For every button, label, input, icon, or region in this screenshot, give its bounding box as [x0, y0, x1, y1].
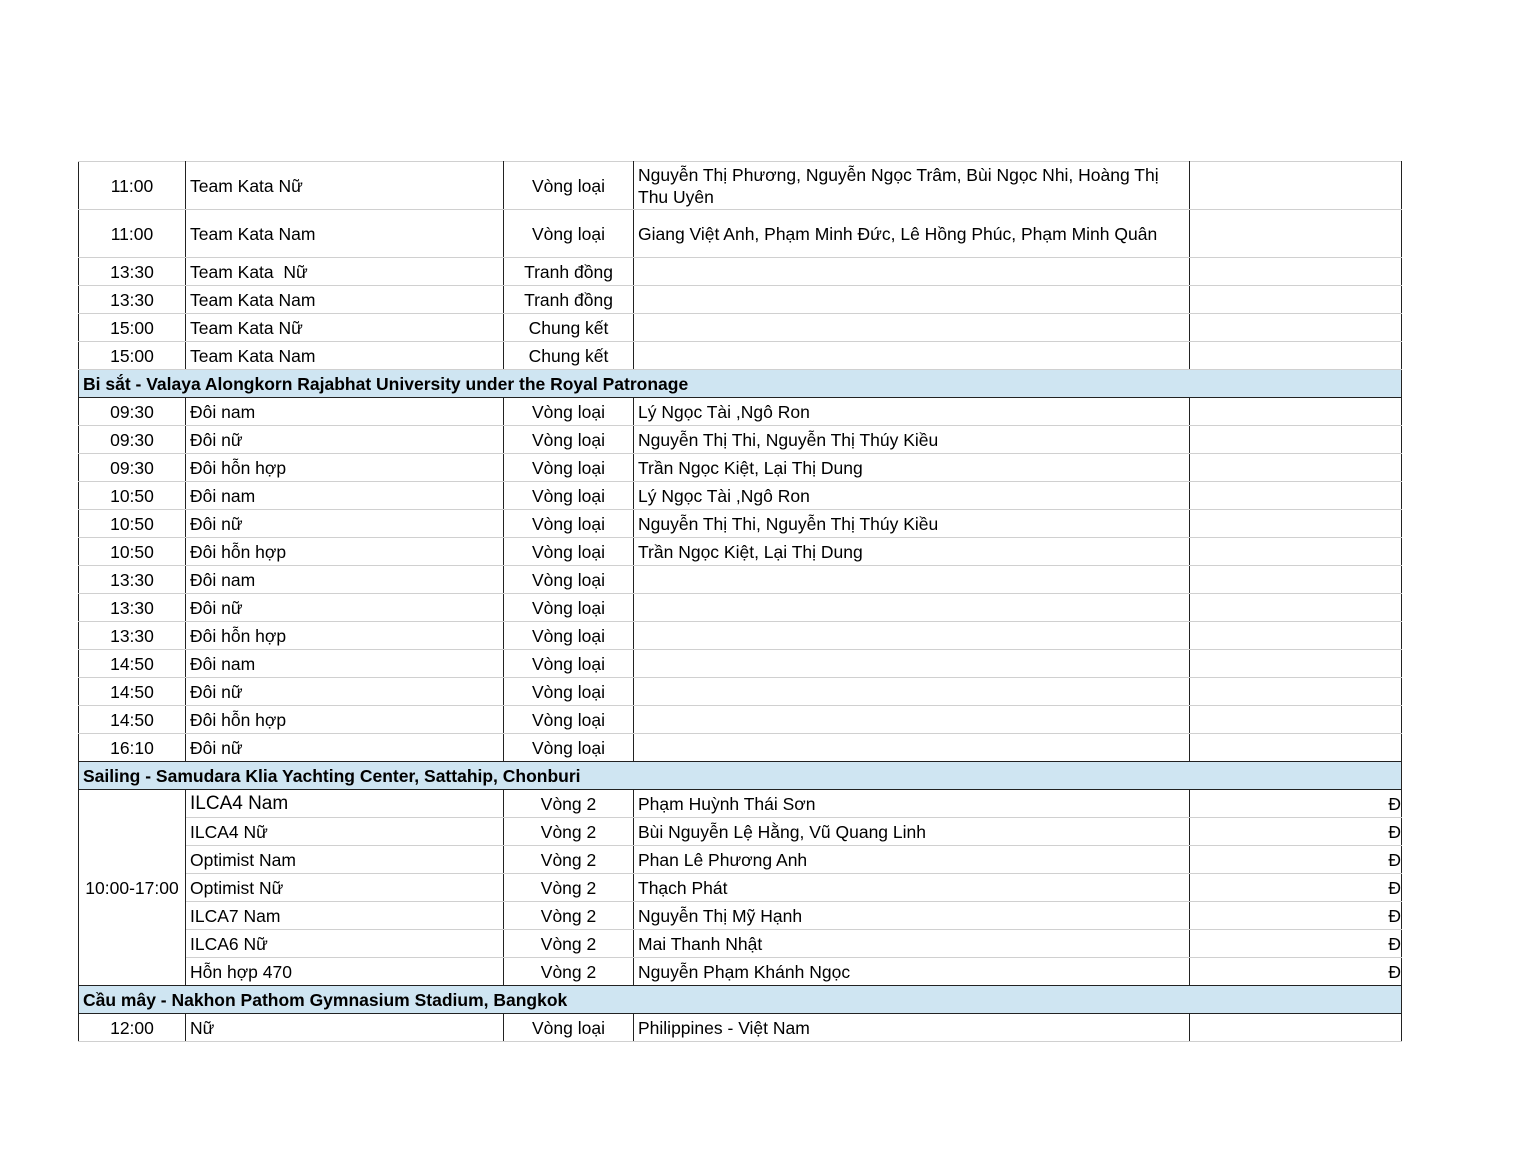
event-cell: Team Kata Nữ: [186, 162, 504, 210]
table-row: [79, 398, 1402, 426]
table-row: [79, 210, 1402, 258]
event-cell: ILCA4 Nam: [186, 790, 504, 818]
table-row: [79, 846, 1402, 874]
note-cell: [1190, 566, 1402, 594]
schedule-table: [78, 161, 1402, 1042]
time-cell: 10:50: [79, 510, 186, 538]
time-cell: 09:30: [79, 398, 186, 426]
athletes-cell: [634, 734, 1190, 762]
section-header-petanque: [79, 370, 1402, 398]
table-row: [79, 482, 1402, 510]
table-row: [79, 286, 1402, 314]
round-cell: Vòng loại: [504, 678, 634, 706]
table-row: [79, 678, 1402, 706]
athletes-cell: [634, 258, 1190, 286]
event-cell: ILCA7 Nam: [186, 902, 504, 930]
event-cell: ILCA4 Nữ: [186, 818, 504, 846]
event-cell: Team Kata Nữ: [186, 314, 504, 342]
table-row: [79, 426, 1402, 454]
note-cell: [1190, 538, 1402, 566]
note-cell: [1190, 650, 1402, 678]
round-cell: Vòng loại: [504, 510, 634, 538]
note-cell: Đ: [1190, 846, 1402, 874]
event-cell: Đôi hỗn hợp: [186, 622, 504, 650]
athletes-cell: Thạch Phát: [634, 874, 1190, 902]
event-cell: Đôi nam: [186, 650, 504, 678]
event-cell: Team Kata Nam: [186, 286, 504, 314]
table-row: [79, 314, 1402, 342]
time-cell: 13:30: [79, 622, 186, 650]
table-row: [79, 566, 1402, 594]
time-cell: 10:00-17:00: [79, 790, 186, 986]
note-cell: [1190, 482, 1402, 510]
note-cell: Đ: [1190, 818, 1402, 846]
round-cell: Vòng 2: [504, 958, 634, 986]
section-title: Bi sắt - Valaya Alongkorn Rajabhat University under the Royal Patronage: [79, 370, 1402, 398]
note-cell: [1190, 398, 1402, 426]
event-cell: Đôi nữ: [186, 678, 504, 706]
note-cell: [1190, 210, 1402, 258]
table-row: [79, 790, 1402, 818]
note-cell: [1190, 622, 1402, 650]
athletes-cell: Nguyễn Thị Thi, Nguyễn Thị Thúy Kiều: [634, 510, 1190, 538]
time-cell: 14:50: [79, 706, 186, 734]
athletes-cell: [634, 622, 1190, 650]
note-cell: Đ: [1190, 874, 1402, 902]
table-row: [79, 874, 1402, 902]
note-cell: [1190, 258, 1402, 286]
section-title: Sailing - Samudara Klia Yachting Center, Sattahip, Chonburi: [79, 762, 1402, 790]
athletes-cell: Nguyễn Thị Thi, Nguyễn Thị Thúy Kiều: [634, 426, 1190, 454]
athletes-cell: [634, 286, 1190, 314]
athletes-cell: [634, 566, 1190, 594]
round-cell: Vòng 2: [504, 902, 634, 930]
athletes-cell: Nguyễn Thị Phương, Nguyễn Ngọc Trâm, Bùi Ngọc Nhi, Hoàng Thị Thu Uyên: [634, 162, 1190, 210]
event-cell: Hỗn hợp 470: [186, 958, 504, 986]
note-cell: Đ: [1190, 790, 1402, 818]
event-cell: Team Kata Nữ: [186, 258, 504, 286]
time-cell: 13:30: [79, 286, 186, 314]
round-cell: Vòng loại: [504, 566, 634, 594]
time-cell: 13:30: [79, 566, 186, 594]
note-cell: Đ: [1190, 930, 1402, 958]
table-row: [79, 454, 1402, 482]
event-cell: Đôi nam: [186, 398, 504, 426]
table-row: [79, 258, 1402, 286]
athletes-cell: Nguyễn Thị Mỹ Hạnh: [634, 902, 1190, 930]
table-row: [79, 162, 1402, 210]
table-row: [79, 818, 1402, 846]
event-cell: Đôi hỗn hợp: [186, 538, 504, 566]
round-cell: Chung kết: [504, 314, 634, 342]
note-cell: Đ: [1190, 958, 1402, 986]
table-row: [79, 958, 1402, 986]
time-cell: 11:00: [79, 162, 186, 210]
time-cell: 14:50: [79, 678, 186, 706]
event-cell: ILCA6 Nữ: [186, 930, 504, 958]
note-cell: [1190, 594, 1402, 622]
note-cell: [1190, 314, 1402, 342]
note-cell: [1190, 342, 1402, 370]
time-cell: 11:00: [79, 210, 186, 258]
event-cell: Đôi nữ: [186, 594, 504, 622]
round-cell: Vòng loại: [504, 622, 634, 650]
table-row: [79, 706, 1402, 734]
table-row: [79, 594, 1402, 622]
time-cell: 10:50: [79, 482, 186, 510]
note-cell: [1190, 706, 1402, 734]
table-row: [79, 510, 1402, 538]
event-cell: Đôi nữ: [186, 510, 504, 538]
round-cell: Chung kết: [504, 342, 634, 370]
time-cell: 13:30: [79, 594, 186, 622]
event-cell: Đôi nữ: [186, 426, 504, 454]
athletes-cell: Phan Lê Phương Anh: [634, 846, 1190, 874]
round-cell: Vòng loại: [504, 734, 634, 762]
round-cell: Vòng loại: [504, 398, 634, 426]
athletes-cell: [634, 342, 1190, 370]
time-cell: 09:30: [79, 426, 186, 454]
athletes-cell: Nguyễn Phạm Khánh Ngọc: [634, 958, 1190, 986]
round-cell: Vòng 2: [504, 846, 634, 874]
note-cell: [1190, 1014, 1402, 1042]
time-cell: 12:00: [79, 1014, 186, 1042]
athletes-cell: [634, 678, 1190, 706]
athletes-cell: Mai Thanh Nhật: [634, 930, 1190, 958]
round-cell: Vòng loại: [504, 706, 634, 734]
round-cell: Vòng loại: [504, 482, 634, 510]
round-cell: Vòng loại: [504, 162, 634, 210]
athletes-cell: [634, 594, 1190, 622]
athletes-cell: [634, 706, 1190, 734]
round-cell: Vòng loại: [504, 650, 634, 678]
round-cell: Vòng loại: [504, 426, 634, 454]
note-cell: [1190, 734, 1402, 762]
table-row: [79, 622, 1402, 650]
athletes-cell: [634, 314, 1190, 342]
note-cell: [1190, 286, 1402, 314]
section-title: Cầu mây - Nakhon Pathom Gymnasium Stadium, Bangkok: [79, 986, 1402, 1014]
time-cell: 15:00: [79, 342, 186, 370]
athletes-cell: Phạm Huỳnh Thái Sơn: [634, 790, 1190, 818]
event-cell: Đôi nam: [186, 566, 504, 594]
table-row: [79, 930, 1402, 958]
event-cell: Optimist Nữ: [186, 874, 504, 902]
table-row: [79, 1014, 1402, 1042]
table-row: [79, 342, 1402, 370]
note-cell: [1190, 426, 1402, 454]
athletes-cell: Lý Ngọc Tài ,Ngô Ron: [634, 398, 1190, 426]
athletes-cell: Lý Ngọc Tài ,Ngô Ron: [634, 482, 1190, 510]
time-cell: 09:30: [79, 454, 186, 482]
round-cell: Vòng 2: [504, 790, 634, 818]
table-row: [79, 538, 1402, 566]
section-header-sailing: [79, 762, 1402, 790]
section-header-sepak-takraw: [79, 986, 1402, 1014]
athletes-cell: Trần Ngọc Kiệt, Lại Thị Dung: [634, 454, 1190, 482]
event-cell: Đôi hỗn hợp: [186, 706, 504, 734]
event-cell: Đôi nam: [186, 482, 504, 510]
round-cell: Vòng 2: [504, 930, 634, 958]
time-cell: 13:30: [79, 258, 186, 286]
athletes-cell: Bùi Nguyễn Lệ Hằng, Vũ Quang Linh: [634, 818, 1190, 846]
event-cell: Đôi nữ: [186, 734, 504, 762]
time-cell: 16:10: [79, 734, 186, 762]
time-cell: 14:50: [79, 650, 186, 678]
note-cell: [1190, 678, 1402, 706]
round-cell: Vòng 2: [504, 818, 634, 846]
athletes-cell: Trần Ngọc Kiệt, Lại Thị Dung: [634, 538, 1190, 566]
note-cell: [1190, 510, 1402, 538]
athletes-cell: Giang Việt Anh, Phạm Minh Đức, Lê Hồng Phúc, Phạm Minh Quân: [634, 210, 1190, 258]
note-cell: Đ: [1190, 902, 1402, 930]
athletes-cell: [634, 650, 1190, 678]
time-cell: 10:50: [79, 538, 186, 566]
round-cell: Tranh đồng: [504, 286, 634, 314]
round-cell: Vòng loại: [504, 210, 634, 258]
event-cell: Team Kata Nam: [186, 342, 504, 370]
note-cell: [1190, 454, 1402, 482]
round-cell: Vòng loại: [504, 538, 634, 566]
event-cell: Optimist Nam: [186, 846, 504, 874]
round-cell: Vòng loại: [504, 454, 634, 482]
event-cell: Team Kata Nam: [186, 210, 504, 258]
event-cell: Đôi hỗn hợp: [186, 454, 504, 482]
round-cell: Tranh đồng: [504, 258, 634, 286]
event-cell: Nữ: [186, 1014, 504, 1042]
round-cell: Vòng loại: [504, 594, 634, 622]
table-row: [79, 902, 1402, 930]
table-row: [79, 734, 1402, 762]
time-cell: 15:00: [79, 314, 186, 342]
note-cell: [1190, 162, 1402, 210]
round-cell: Vòng 2: [504, 874, 634, 902]
round-cell: Vòng loại: [504, 1014, 634, 1042]
athletes-cell: Philippines - Việt Nam: [634, 1014, 1190, 1042]
table-row: [79, 650, 1402, 678]
